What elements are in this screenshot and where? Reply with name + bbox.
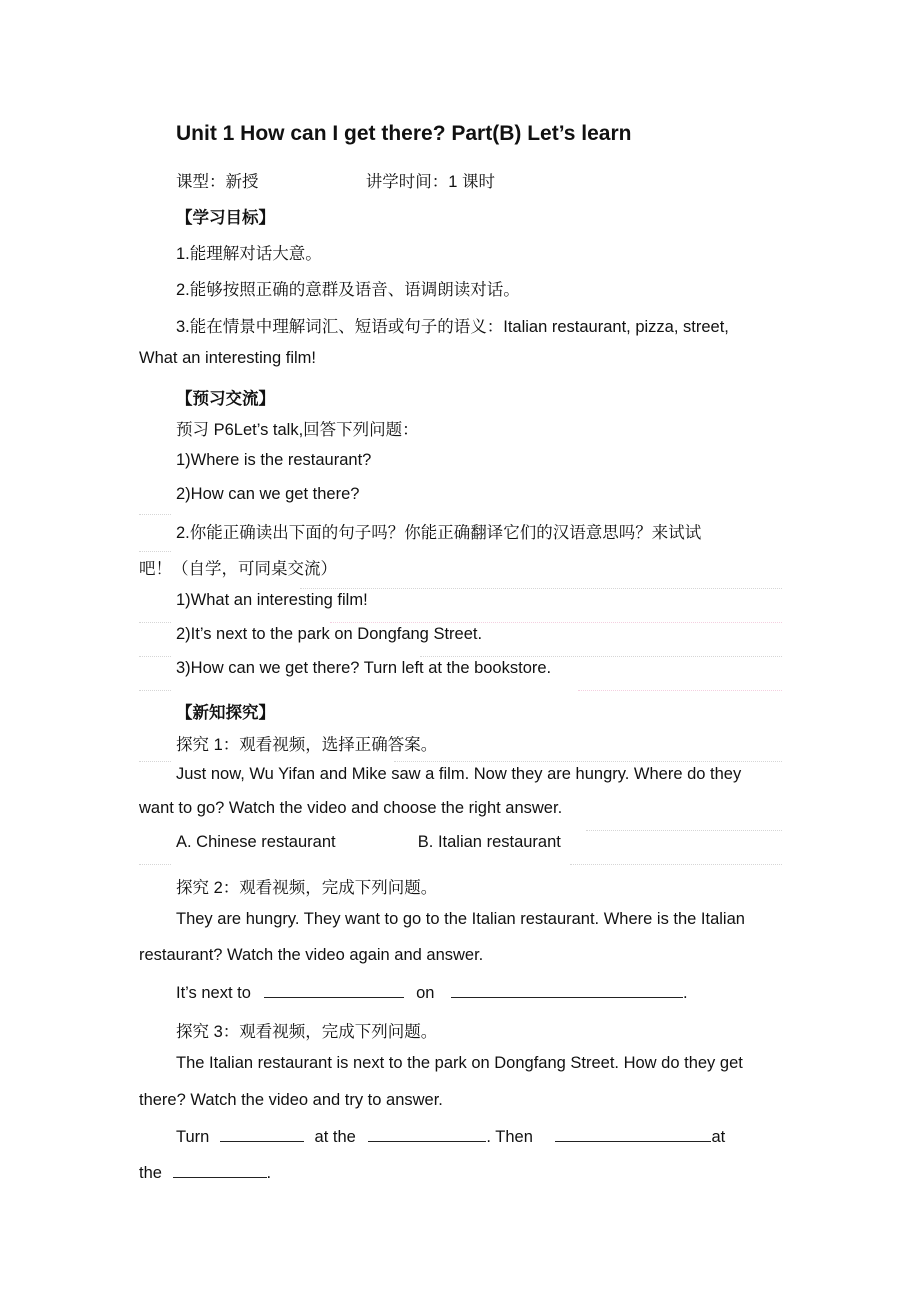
dotted-rule [139, 656, 171, 657]
fill-text: . [266, 1164, 272, 1182]
objective-item: 1.能理解对话大意。 [176, 245, 322, 263]
option-a[interactable]: A. Chinese restaurant [176, 833, 336, 851]
explore-heading: 【新知探究】 [176, 704, 275, 722]
answer-blank[interactable] [368, 1127, 486, 1142]
dotted-rule [570, 864, 782, 865]
fill-text: the [139, 1164, 162, 1182]
explore3-text: The Italian restaurant is next to the park on Dongfang Street. How do they get [176, 1054, 743, 1072]
dotted-rule [578, 690, 782, 691]
meta-row [176, 168, 495, 192]
preview-sentence: 1)What an interesting film! [176, 591, 368, 609]
preview-intro: 预习 P6Let’s talk,回答下列问题： [176, 421, 419, 439]
explore1-label: 探究 1：观看视频，选择正确答案。 [176, 736, 438, 754]
lesson-duration: 讲学时间：1 课时 [365, 173, 495, 191]
answer-blank[interactable] [555, 1127, 711, 1142]
dotted-rule [139, 761, 171, 762]
answer-blank[interactable] [173, 1163, 267, 1178]
dotted-rule [394, 761, 782, 762]
objective-item: 2.能够按照正确的意群及语音、语调朗读对话。 [176, 281, 520, 299]
option-b[interactable]: B. Italian restaurant [417, 833, 561, 851]
explore3-fill-cont [139, 1163, 271, 1183]
explore1-options [176, 833, 561, 852]
answer-blank[interactable] [220, 1127, 304, 1142]
fill-text: at the [314, 1128, 356, 1146]
dotted-rule [139, 864, 171, 865]
preview-question: 2)How can we get there? [176, 485, 360, 503]
dotted-rule [139, 514, 171, 515]
explore3-text-cont: there? Watch the video and try to answer. [139, 1091, 443, 1109]
preview-sentence: 2)It’s next to the park on Dongfang Street. [176, 625, 483, 643]
lesson-type: 课型：新授 [176, 173, 259, 191]
preview-task2: 2.你能正确读出下面的句子吗？你能正确翻译它们的汉语意思吗？来试试 [176, 524, 702, 542]
fill-text: on [416, 984, 435, 1002]
fill-text: . [683, 984, 688, 1002]
explore1-text-cont: want to go? Watch the video and choose the right answer. [139, 799, 563, 817]
fill-text: . Then [486, 1128, 533, 1146]
dotted-rule [586, 830, 782, 831]
explore2-text-cont: restaurant? Watch the video again and answer. [139, 946, 484, 964]
preview-task2-cont: 吧！（自学，可同桌交流） [139, 560, 337, 578]
objectives-heading: 【学习目标】 [176, 209, 275, 227]
answer-blank[interactable] [264, 983, 404, 998]
explore3-fill [176, 1127, 725, 1147]
page-title: Unit 1 How can I get there? Part(B) Let’s learn [176, 122, 632, 145]
dotted-rule [420, 656, 782, 657]
explore2-label: 探究 2：观看视频，完成下列问题。 [176, 879, 438, 897]
dotted-rule [139, 551, 171, 552]
explore2-fill [176, 983, 688, 1003]
objective-item-cont: What an interesting film! [139, 349, 316, 367]
dotted-rule [300, 588, 782, 589]
dotted-rule [330, 622, 782, 623]
preview-heading: 【预习交流】 [176, 390, 275, 408]
fill-text: Turn [176, 1128, 210, 1146]
dotted-rule [139, 622, 171, 623]
dotted-rule [139, 690, 171, 691]
preview-sentence: 3)How can we get there? Turn left at the bookstore. [176, 659, 552, 677]
fill-text: It’s next to [176, 984, 251, 1002]
explore1-text: Just now, Wu Yifan and Mike saw a film. Now they are hungry. Where do they [176, 765, 742, 783]
explore2-text: They are hungry. They want to go to the Italian restaurant. Where is the Italian [176, 910, 745, 928]
fill-text: at [711, 1128, 726, 1146]
objective-item: 3.能在情景中理解词汇、短语或句子的语义：Italian restaurant, pizza, street, [176, 318, 729, 336]
explore3-label: 探究 3：观看视频，完成下列问题。 [176, 1023, 438, 1041]
answer-blank[interactable] [451, 983, 683, 998]
preview-question: 1)Where is the restaurant? [176, 451, 372, 469]
